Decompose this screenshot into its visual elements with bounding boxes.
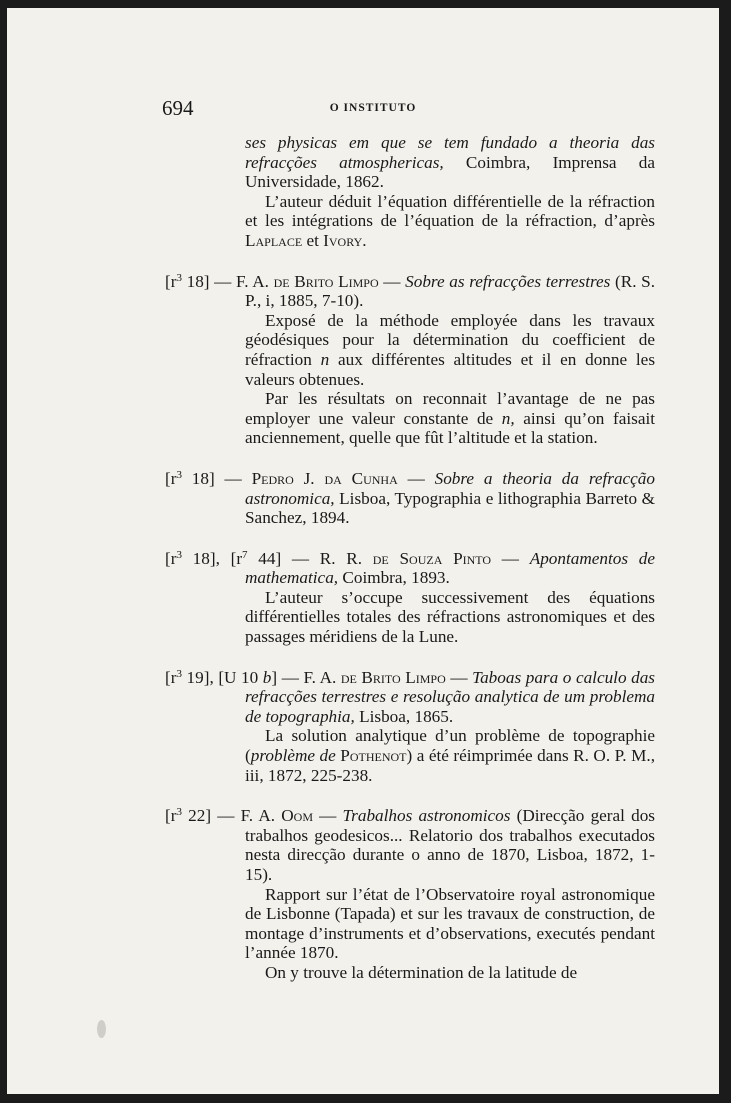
page-header: [7, 96, 719, 126]
page-number: 694: [162, 96, 194, 120]
entry-note: L’auteur déduit l’équation différentielle de la réfraction et les intégrations de l’équation de la réfraction, d’après Laplace et Ivory.: [245, 191, 655, 250]
entry-citation: [$r^3$ 18] — Pedro J. da Cunha — Sobre a theoria da refracção astronomica, Lisboa, Typographia e lithographia Barreto & Sanchez, 1894.: [165, 468, 655, 528]
entry-note: Rapport sur l’état de l’Observatoire royal astronomique de Lisbonne (Tapada) et sur les travaux de construction, de montage d’instruments et d’observations, executés pendant l’année 1870.: [245, 884, 655, 963]
entry-title-continuation: ses physicas em que se tem fundado a theoria das refracções atmosphericas, Coimbra, Imprensa da Universidade, 1862.: [245, 133, 655, 192]
entry-note: La solution analytique d’un problème de topographie (problème de Pothenot) a été réimprimée dans R. O. P. M., iii, 1872, 225-238.: [245, 726, 655, 785]
entry-note: Exposé de la méthode employée dans les travaux géodésiques pour la détermination du coefficient de réfraction n aux différentes altitudes et il en donne les valeurs obtenues.: [245, 310, 656, 389]
entry-citation: [$r^3$ 18] — F. A. de Brito Limpo — Sobre as refracções terrestres (R. S. P., i, 1885, 7-10).: [165, 271, 656, 311]
entry-citation: [$r^3$ 18], [$r^7$ 44] — R. R. de Souza Pinto — Apontamentos de mathematica, Coimbra, 1893.: [165, 548, 655, 588]
entry-note: Par les résultats on reconnait l’avantage de ne pas employer une valeur constante de n, ainsi qu’on faisait anciennement, quelle que fût l’altitude et la station.: [245, 389, 655, 448]
document-page: [7, 8, 719, 1094]
entry-note: L’auteur s’occupe successivement des équations différentielles totales des réfractions astronomiques et des passages méridiens de la Lune.: [245, 587, 655, 647]
entry-continuation: [165, 133, 655, 251]
running-title: O INSTITUTO: [329, 102, 417, 114]
bibliography-entry: [165, 469, 655, 528]
entry-note: On y trouve la détermination de la latitude de: [265, 962, 578, 982]
bibliography-entry: [165, 549, 655, 647]
entry-citation: [$r^3$ 22] — F. A. Oom — Trabalhos astronomicos (Direcção geral dos trabalhos geodesicos... Relatorio dos trabalhos executados nesta direcção durante o anno de 1870, Lisboa, 1872, 1-15).: [165, 806, 655, 884]
bibliography-entry: [165, 668, 655, 786]
bibliography-entry: [165, 272, 655, 448]
bibliography-content: [165, 133, 655, 983]
bibliography-entry: [165, 806, 655, 982]
entry-citation: [$r^3$ 19], [U 10 b] — F. A. de Brito Limpo — Taboas para o calculo das refracções terrestres e resolução analytica de um problema de topographia, Lisboa, 1865.: [165, 667, 655, 726]
paper-stain: [97, 1020, 106, 1038]
